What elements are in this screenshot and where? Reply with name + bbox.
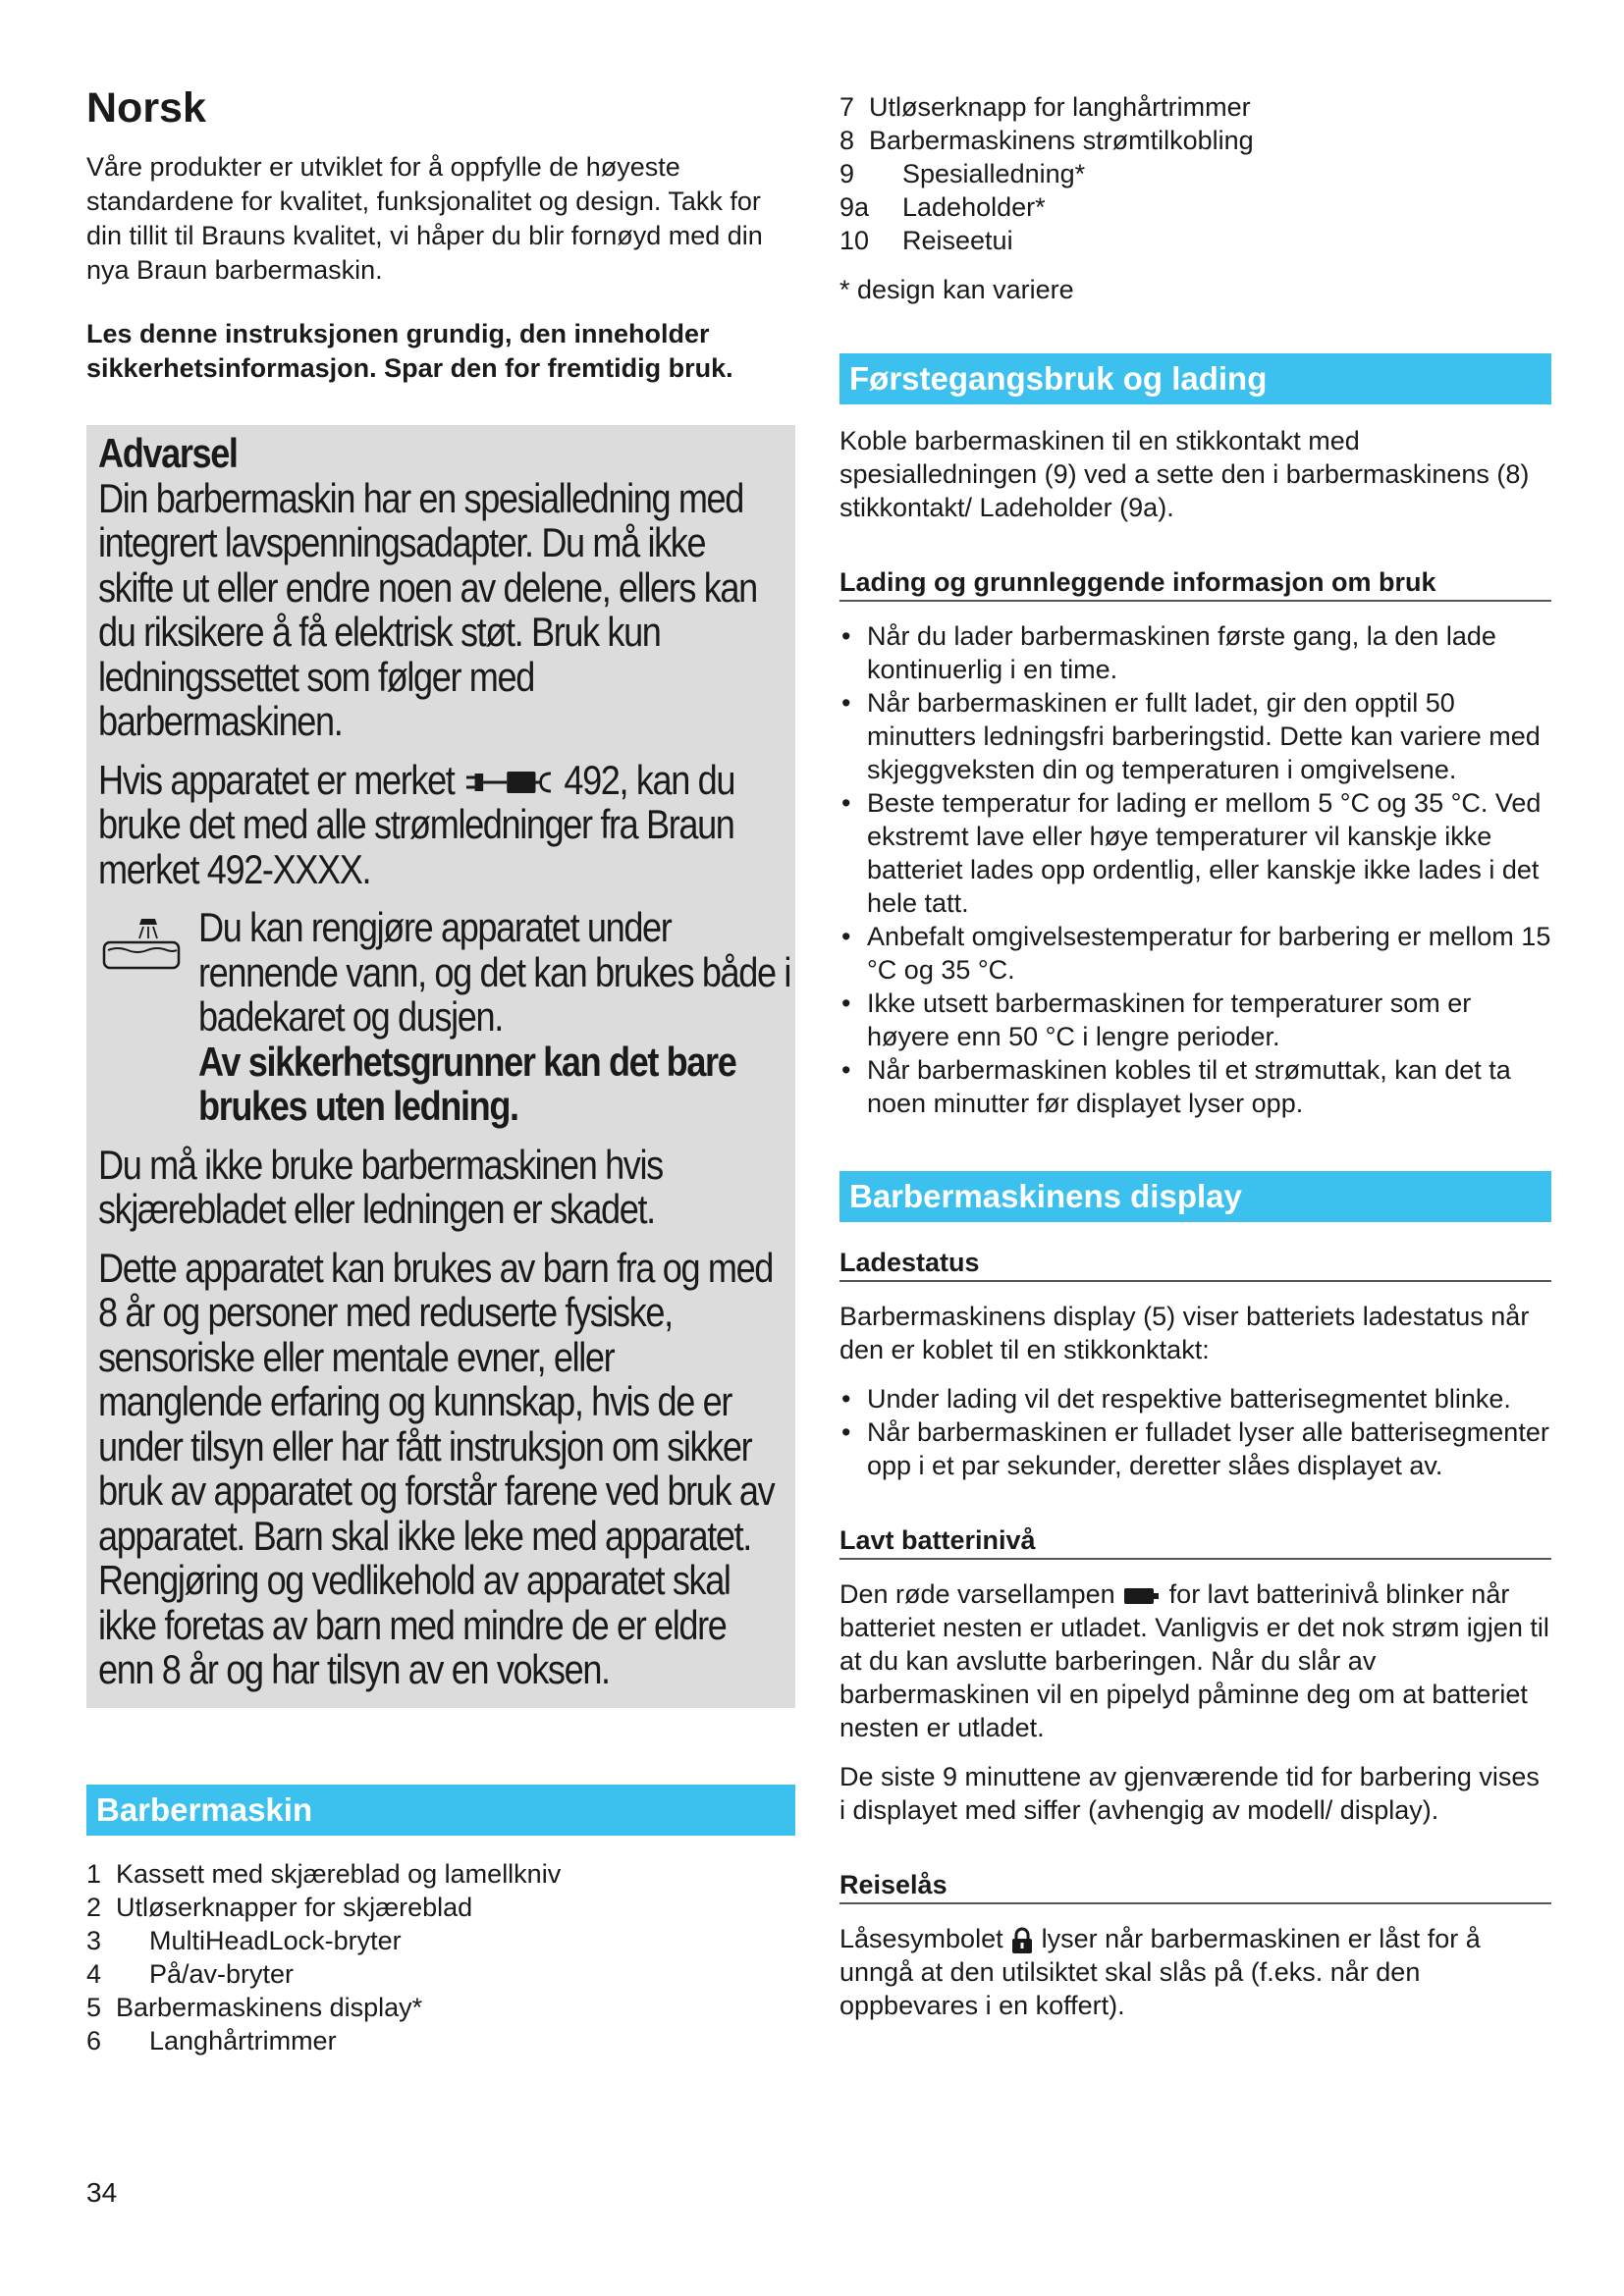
travel-lock-text: Låsesymbolet lyser når barbermaskinen er låst for å unngå at den utilsiktet skal slås på (f.eks. når den oppbevares i en koffert). xyxy=(839,1924,1481,2020)
list-item: 9 Spesialledning* xyxy=(839,159,1086,188)
list-item: • Når barbermaskinen kobles til et strømuttak, kan det ta noen minutter før displayet lyser opp. xyxy=(839,1053,1551,1120)
list-item: 4 På/av-bryter xyxy=(86,1958,295,1989)
read-instructions-note: Les denne instruksjonen grundig, den inneholder sikkerhetsinformasjon. Spar den for fremtidig bruk. xyxy=(86,319,733,383)
charging-bullets xyxy=(839,619,1551,1120)
shower-bath-icon xyxy=(98,915,185,974)
low-battery-text-2: De siste 9 minuttene av gjenværende tid for barbering vises i displayet med siffer (avhengig av modell/ display). xyxy=(839,1762,1540,1825)
warning-box xyxy=(86,425,795,1708)
warning-paragraph-4: Du må ikke bruke barbermaskinen hvis skjærebladet eller ledningen er skadet. xyxy=(98,1141,663,1232)
warning-paragraph-1: Din barbermaskin har en spesialledning med integrert lavspenningsadapter. Du må ikke skifte ut eller endre noen av delene, ellers kan du riksikere å få elektrisk støt. Bruk kun ledningssettet som følger med barbermaskinen. xyxy=(98,474,757,744)
plug-symbol-icon xyxy=(462,766,556,799)
list-item: • Anbefalt omgivelsestemperatur for barbering er mellom 15 °C og 35 °C. xyxy=(839,920,1551,987)
right-column xyxy=(839,90,1551,2022)
parts-list-left xyxy=(86,1857,795,2057)
design-footnote: * design kan variere xyxy=(839,275,1074,304)
list-item: 5 Barbermaskinens display* xyxy=(86,1992,423,2022)
warning-p2-before: Hvis apparatet er merket xyxy=(98,756,455,803)
ladestatus-text: Barbermaskinens display (5) viser batteriets ladestatus når den er koblet til en stikkonktakt: xyxy=(839,1302,1530,1364)
warning-paragraph-3: Du kan rengjøre apparatet under rennende vann, og det kan brukes både i badekaret og dusjen. xyxy=(198,904,791,1040)
water-cleaning-block xyxy=(98,904,791,1129)
travel-lock-heading: Reiselås xyxy=(839,1870,1551,1904)
list-item: 9a Ladeholder* xyxy=(839,192,1046,222)
warning-paragraph-3-bold: Av sikkerhetsgrunner kan det bare brukes uten ledning. xyxy=(198,1038,736,1129)
page-number: 34 xyxy=(86,2177,118,2208)
list-item: • Når barbermaskinen er fulladet lyser alle batterisegmenter opp i et par sekunder, deretter slåes displayet av. xyxy=(839,1415,1551,1482)
list-item: • Ikke utsett barbermaskinen for temperaturer som er høyere enn 50 °C i lengre perioder. xyxy=(839,987,1551,1053)
section-first-use: Førstegangsbruk og lading xyxy=(839,353,1551,404)
parts-list-right xyxy=(839,90,1551,257)
warning-p2-after: 492, kan du bruke det med alle strømledninger fra Braun merket 492-XXXX. xyxy=(98,756,735,892)
charging-subheading: Lading og grunnleggende informasjon om bruk xyxy=(839,567,1551,602)
list-item: 10 Reiseetui xyxy=(839,226,1013,255)
ladestatus-heading: Ladestatus xyxy=(839,1248,1551,1282)
list-item: 6 Langhårtrimmer xyxy=(86,2025,337,2056)
low-battery-text: Den røde varsellampen for lavt batterinivå blinker når batteriet nesten er utladet. Vanligvis er det nok strøm igjen til at du kan avslutte barberingen. Når du slår av barbermaskinen vil en pipelyd påminne deg om at batteriet nesten er utladet. xyxy=(839,1579,1549,1742)
list-item: • Beste temperatur for lading er mellom 5 °C og 35 °C. Ved ekstremt lave eller høye temperaturer vil kanskje ikke batteriet lades opp ordentlig, eller kanskje ikke lades i det hele tatt. xyxy=(839,786,1551,920)
list-item: 2 Utløserknapper for skjæreblad xyxy=(86,1892,473,1922)
list-item: • Under lading vil det respektive batterisegmentet blinke. xyxy=(839,1382,1551,1415)
warning-paragraph-2 xyxy=(98,758,784,892)
section-barbermaskin: Barbermaskin xyxy=(86,1785,795,1836)
first-use-text: Koble barbermaskinen til en stikkontakt med spesialledningen (9) ved a sette den i barbermaskinens (8) stikkontakt/ Ladeholder (9a). xyxy=(839,426,1530,522)
list-item: • Når barbermaskinen er fullt ladet, gir den opptil 50 minutters ledningsfri barberingstid. Dette kan variere med skjeggveksten din og temperaturen i omgivelsene. xyxy=(839,686,1551,786)
intro-paragraph: Våre produkter er utviklet for å oppfylle de høyeste standardene for kvalitet, funksjonalitet og design. Takk for din tillit til Brauns kvalitet, vi håper du blir fornøyd med din nya Braun barbermaskin. xyxy=(86,152,763,285)
list-item: 7 Utløserknapp for langhårtrimmer xyxy=(839,92,1251,122)
lock-icon xyxy=(1010,1927,1034,1954)
low-battery-heading: Lavt batterinivå xyxy=(839,1525,1551,1560)
language-title: Norsk xyxy=(86,84,206,132)
section-display: Barbermaskinens display xyxy=(839,1171,1551,1222)
list-item: 3 MultiHeadLock-bryter xyxy=(86,1925,402,1955)
ladestatus-bullets xyxy=(839,1382,1551,1482)
list-item: 8 Barbermaskinens strømtilkobling xyxy=(839,126,1254,155)
list-item: • Når du lader barbermaskinen første gang, la den lade kontinuerlig i en time. xyxy=(839,619,1551,686)
low-battery-icon xyxy=(1122,1585,1162,1607)
list-item: 1 Kassett med skjæreblad og lamellkniv xyxy=(86,1858,562,1889)
warning-paragraph-5: Dette apparatet kan brukes av barn fra og med 8 år og personer med reduserte fysiske, sensoriske eller mentale evner, eller manglende erfaring og kunnskap, hvis de er under tilsyn eller har fått instruksjon om sikker bruk av apparatet og forstår farene ved bruk av apparatet. Barn skal ikke leke med apparatet. Rengjøring og vedlikehold av apparatet skal ikke foretas av barn med mindre de er eldre enn 8 år og har tilsyn av en voksen. xyxy=(98,1244,775,1692)
warning-title: Advarsel xyxy=(98,430,238,476)
left-column xyxy=(86,84,795,2057)
